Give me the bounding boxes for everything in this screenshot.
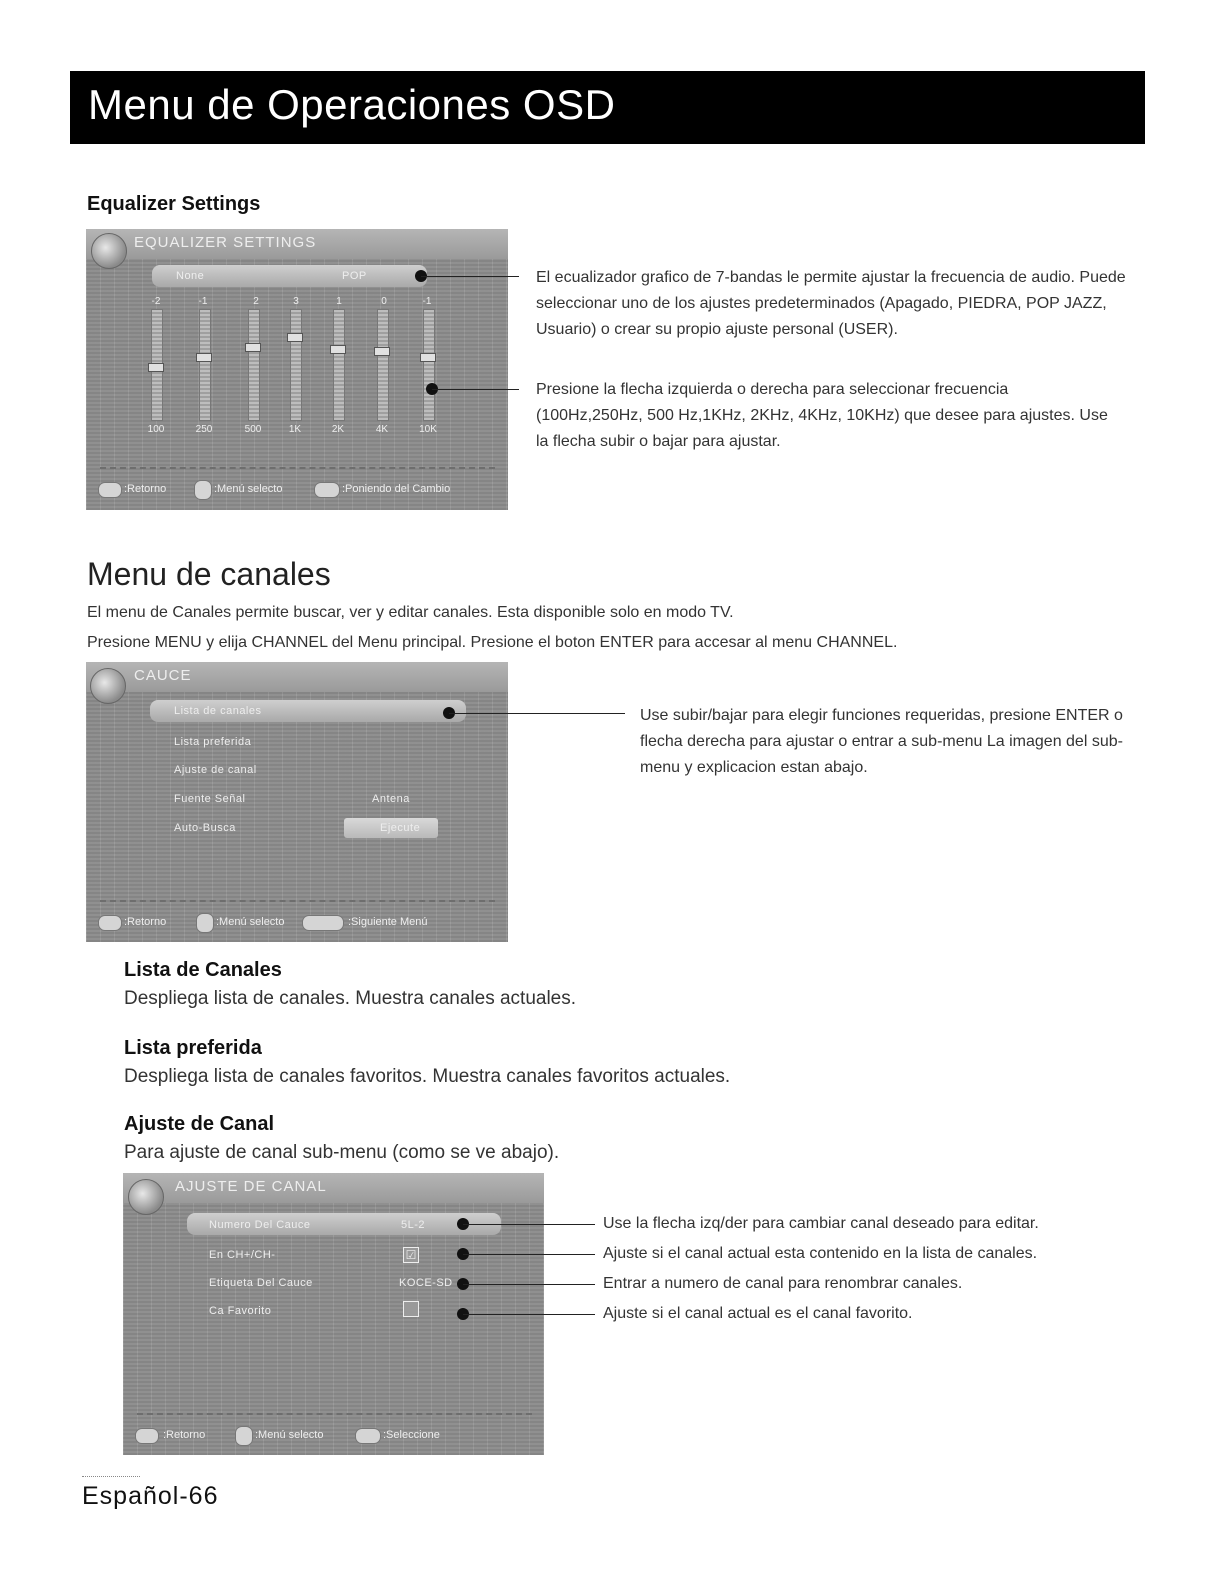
divider bbox=[100, 900, 495, 902]
footer-select: :Menú selecto bbox=[255, 1429, 324, 1441]
band-slider-2k[interactable] bbox=[333, 309, 345, 421]
band-gain: 2 bbox=[253, 296, 259, 307]
band-freq: 10K bbox=[419, 424, 437, 435]
adjust-note: Ajuste si el canal actual es el canal favorito. bbox=[603, 1305, 913, 1322]
band-knob[interactable] bbox=[330, 345, 346, 354]
band-slider-250[interactable] bbox=[199, 309, 211, 421]
section-text: Despliega lista de canales favoritos. Muestra canales favoritos actuales. bbox=[124, 1066, 731, 1087]
menu-key-icon bbox=[98, 915, 122, 931]
band-freq: 100 bbox=[147, 424, 165, 435]
footer-next: :Siguiente Menú bbox=[348, 916, 428, 928]
osd-logo-icon bbox=[91, 233, 127, 269]
item-ch-skip[interactable]: En CH+/CH- bbox=[209, 1249, 276, 1261]
band-gain: -1 bbox=[422, 296, 432, 307]
menu-key-icon bbox=[135, 1428, 159, 1444]
updown-key-icon bbox=[235, 1426, 253, 1446]
band-gain: -2 bbox=[151, 296, 161, 307]
channels-intro-2: Presione MENU y elija CHANNEL del Menu principal. Presione el boton ENTER para accesar al menu CHANNEL. bbox=[87, 634, 898, 651]
favorite-checkbox[interactable] bbox=[403, 1301, 419, 1317]
section-title: Lista de Canales bbox=[124, 959, 282, 981]
footer-back: :Retorno bbox=[124, 916, 167, 928]
page-title: Menu de Operaciones OSD bbox=[88, 81, 616, 128]
menu-item-favorite-list[interactable]: Lista preferida bbox=[174, 736, 252, 748]
footer-rule bbox=[82, 1476, 140, 1477]
updown-key-icon bbox=[194, 480, 212, 500]
equalizer-osd-screen bbox=[86, 229, 508, 510]
band-slider-500[interactable] bbox=[248, 309, 260, 421]
execute-label: Ejecute bbox=[380, 822, 421, 834]
section-text: Despliega lista de canales. Muestra canales actuales. bbox=[124, 988, 577, 1009]
footer-change: :Poniendo del Cambio bbox=[342, 483, 451, 495]
band-freq: 4K bbox=[375, 424, 389, 435]
callout-line bbox=[463, 1284, 595, 1285]
equalizer-description-1: El ecualizador grafico de 7-bandas le permite ajustar la frecuencia de audio. Puede seleccionar uno de los ajustes predeterminados (Apagado, PIEDRA, POP JAZZ, Usuario) o crear su propio ajuste personal (USER). bbox=[536, 269, 1126, 338]
page-number: Español-66 bbox=[82, 1482, 219, 1510]
band-gain: 0 bbox=[381, 296, 387, 307]
band-knob[interactable] bbox=[287, 333, 303, 342]
enter-key-icon bbox=[302, 915, 344, 931]
band-slider-1k[interactable] bbox=[290, 309, 302, 421]
band-knob[interactable] bbox=[196, 353, 212, 362]
band-knob[interactable] bbox=[374, 347, 390, 356]
adjust-note: Ajuste si el canal actual esta contenido en la lista de canales. bbox=[603, 1245, 1038, 1262]
mode-value: POP bbox=[342, 270, 367, 282]
osd-title: EQUALIZER SETTINGS bbox=[134, 234, 317, 251]
menu-item-channel-list[interactable]: Lista de canales bbox=[174, 705, 262, 717]
equalizer-description-2: Presione la flecha izquierda o derecha para seleccionar frecuencia (100Hz,250Hz, 500 Hz,1KHz, 2KHz, 4KHz, 10KHz) que desee para ajustes. Use la flecha subir o bajar para ajustar. bbox=[536, 381, 1108, 450]
band-gain: 1 bbox=[336, 296, 342, 307]
footer-back: :Retorno bbox=[163, 1429, 206, 1441]
callout-line bbox=[421, 276, 519, 277]
osd-title: AJUSTE DE CANAL bbox=[175, 1178, 327, 1195]
adjust-note: Entrar a numero de canal para renombrar canales. bbox=[603, 1275, 963, 1292]
callout-line bbox=[449, 713, 625, 714]
item-favorite[interactable]: Ca Favorito bbox=[209, 1305, 272, 1317]
osd-title: CAUCE bbox=[134, 667, 192, 684]
menu-item-auto-search[interactable]: Auto-Busca bbox=[174, 822, 236, 834]
channel-number-value: 5L-2 bbox=[401, 1219, 426, 1231]
channel-label-value: KOCE-SD bbox=[399, 1277, 453, 1289]
channels-heading: Menu de canales bbox=[87, 556, 331, 592]
adjust-note: Use la flecha izq/der para cambiar canal deseado para editar. bbox=[603, 1215, 1039, 1232]
mode-label: None bbox=[176, 270, 205, 282]
callout-line bbox=[432, 389, 519, 390]
band-freq: 1K bbox=[288, 424, 302, 435]
band-freq: 2K bbox=[331, 424, 345, 435]
band-knob[interactable] bbox=[148, 363, 164, 372]
band-freq: 500 bbox=[244, 424, 262, 435]
band-knob[interactable] bbox=[420, 353, 436, 362]
menu-item-channel-adjust[interactable]: Ajuste de canal bbox=[174, 764, 257, 776]
band-freq: 250 bbox=[195, 424, 213, 435]
band-knob[interactable] bbox=[245, 343, 261, 352]
section-title: Lista preferida bbox=[124, 1037, 262, 1059]
section-text: Para ajuste de canal sub-menu (como se ve abajo). bbox=[124, 1142, 560, 1163]
channel-description: Use subir/bajar para elegir funciones requeridas, presione ENTER o flecha derecha para ajustar o entrar a sub-menu La imagen del sub-menu y explicacion estan abajo. bbox=[640, 707, 1123, 776]
item-channel-number[interactable]: Numero Del Cauce bbox=[209, 1219, 311, 1231]
footer-back: :Retorno bbox=[124, 483, 167, 495]
divider bbox=[137, 1413, 532, 1415]
menu-key-icon bbox=[98, 482, 122, 498]
ch-skip-checkbox[interactable]: ☑ bbox=[403, 1247, 419, 1263]
leftright-key-icon bbox=[355, 1428, 381, 1444]
osd-logo-icon bbox=[90, 668, 126, 704]
osd-logo-icon bbox=[128, 1179, 164, 1215]
footer-select: :Menú selecto bbox=[216, 916, 285, 928]
channel-osd-screen bbox=[86, 662, 508, 942]
section-title: Ajuste de Canal bbox=[124, 1113, 275, 1135]
callout-line bbox=[463, 1224, 595, 1225]
header-banner bbox=[70, 71, 1145, 144]
leftright-key-icon bbox=[314, 482, 340, 498]
signal-source-value: Antena bbox=[372, 793, 410, 805]
band-slider-10k[interactable] bbox=[423, 309, 435, 421]
divider bbox=[100, 467, 495, 469]
updown-key-icon bbox=[196, 913, 214, 933]
callout-line bbox=[463, 1254, 595, 1255]
channels-intro-1: El menu de Canales permite buscar, ver y editar canales. Esta disponible solo en modo TV. bbox=[87, 604, 734, 621]
band-gain: -1 bbox=[198, 296, 208, 307]
footer-choose: :Seleccione bbox=[383, 1429, 440, 1441]
band-slider-4k[interactable] bbox=[377, 309, 389, 421]
footer-select: :Menú selecto bbox=[214, 483, 283, 495]
menu-item-signal-source[interactable]: Fuente Señal bbox=[174, 793, 246, 805]
callout-line bbox=[463, 1314, 595, 1315]
band-gain: 3 bbox=[293, 296, 299, 307]
equalizer-heading: Equalizer Settings bbox=[87, 193, 261, 215]
item-channel-label[interactable]: Etiqueta Del Cauce bbox=[209, 1277, 313, 1289]
